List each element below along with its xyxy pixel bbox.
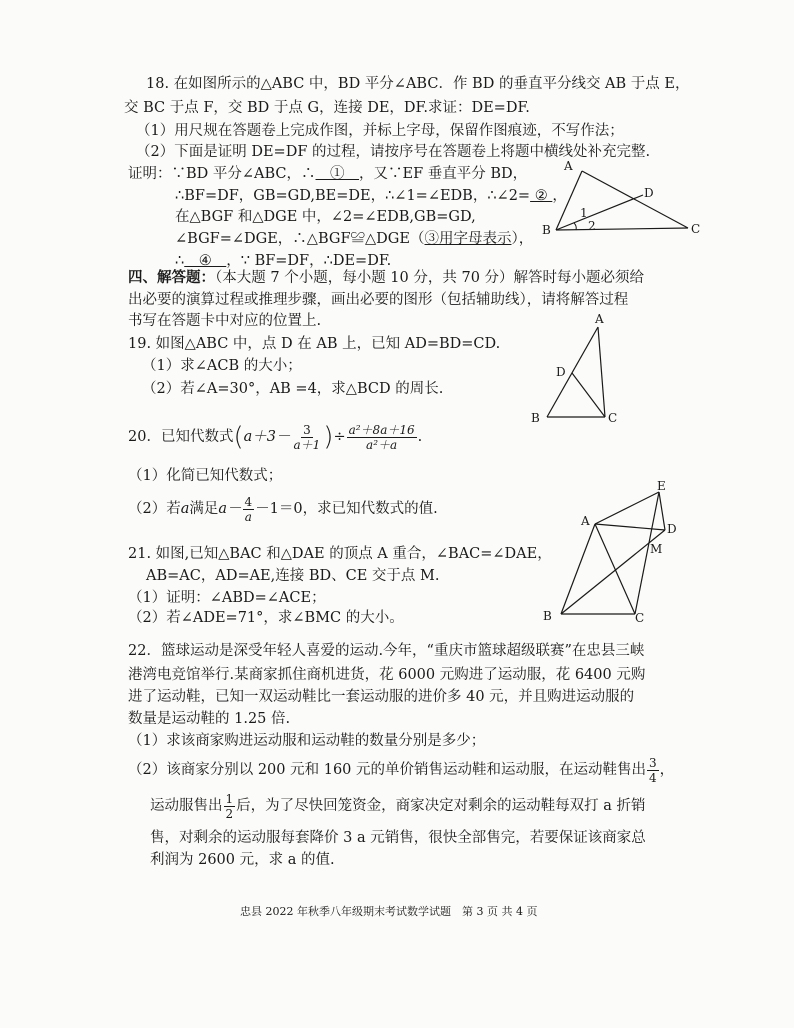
q18-proof-line3: 在△BGF 和△DGE 中，∠2=∠EDB,GB=GD,: [175, 209, 476, 225]
q22-part2-line2: 运动服售出 $\frac{1}{2}$ 后，为了尽快回笼资金，商家决定对剩余的运动鞋每双打 a 折销: [150, 791, 646, 821]
fraction-3-over-4: $\frac{3}{4}$: [649, 755, 657, 785]
q18-proof-line5: ∴ ④ ，∵ BF=DF，∴DE=DF.: [175, 253, 392, 269]
q19-figure: [525, 305, 625, 430]
fig21-label-c: C: [635, 611, 645, 625]
segment-ac: [595, 524, 635, 614]
q21-figure: [535, 478, 685, 628]
q22-part2-line4: 利润为 2600 元，求 a 的值.: [150, 852, 335, 868]
page-footer: 忠县 2022 年秋季八年级期末考试数学试题 第 3 页 共 4 页: [240, 905, 538, 918]
fraction-3-over-a-plus-1: $\frac{3}{a+1}$: [293, 422, 321, 452]
fig21-label-e: E: [657, 479, 666, 493]
q18-part2: （2）下面是证明 DE=DF 的过程，请按序号在答题卷上将题中横线处补充完整.: [136, 144, 651, 160]
section4-line2: 出必要的演算过程或推理步骤，画出必要的图形（包括辅助线），请将解答过程: [128, 292, 629, 308]
q22-line1: 22．篮球运动是深受年轻人喜爱的运动.今年，“重庆市篮球超级联赛”在忠县三峡: [128, 643, 645, 659]
q21-line2: AB=AC，AD=AE,连接 BD、CE 交于点 M.: [146, 568, 440, 584]
fig19-label-b: B: [531, 411, 540, 425]
side-ac: [582, 171, 688, 228]
side-ab: [547, 327, 598, 417]
q22-line4: 数量是运动鞋的 1.25 倍.: [128, 711, 291, 727]
fig18-label-2: 2: [588, 219, 596, 233]
fig21-label-a: A: [581, 514, 590, 528]
fig21-label-b: B: [543, 609, 552, 623]
q18-part1: （1）用尺规在答题卷上完成作图，并标上字母，保留作图痕迹，不写作法；: [136, 123, 624, 139]
fig19-label-d: D: [556, 365, 566, 379]
q20-part1: （1）化简已知代数式；: [128, 468, 283, 484]
segment-cd: [572, 373, 605, 417]
segment-ad: [595, 524, 665, 530]
q18-proof-line2: ∴BF=DF，GB=GD,BE=DE，∴∠1=∠EDB，∴∠2= ② ，: [175, 188, 567, 204]
fig21-label-m: M: [650, 542, 663, 556]
side-ac: [598, 327, 605, 417]
q22-line2: 港湾电竞馆举行.某商家抓住商机进货，花 6000 元购进了运动服，花 6400 元购: [128, 667, 646, 683]
blank-4: ④: [184, 253, 227, 269]
q21-part2: （2）若∠ADE=71°，求∠BMC 的大小。: [128, 610, 404, 626]
q22-line3: 进了运动鞋，已知一双运动鞋比一套运动服的进价多 40 元，并且购进运动服的: [128, 689, 635, 705]
fig18-label-c: C: [691, 222, 701, 236]
fraction-1-over-2: $\frac{1}{2}$: [225, 791, 234, 821]
q18-line1: 18. 在如图所示的△ABC 中，BD 平分∠ABC．作 BD 的垂直平分线交 AB 于点 E，: [146, 76, 690, 92]
fraction-quadratic: $\frac{\text{a²＋8a＋16}}{\text{a²＋a}}$: [348, 422, 415, 452]
angle-1-arc: [574, 223, 576, 230]
q18-figure: [540, 160, 710, 250]
segment-ae: [595, 492, 659, 524]
q21-line1: 21. 如图,已知△BAC 和△DAE 的顶点 A 重合，∠BAC=∠DAE，: [128, 546, 552, 562]
fig18-label-b: B: [542, 223, 551, 237]
fig18-label-1: 1: [580, 206, 588, 220]
q22-part1: （1）求该商家购进运动服和运动鞋的数量分别是多少；: [128, 733, 486, 749]
fig18-label-d: D: [644, 186, 654, 200]
section4-line3: 书写在答题卡中对应的位置上.: [128, 313, 322, 329]
q19-line1: 19. 如图△ABC 中，点 D 在 AB 上，已知 AD=BD=CD.: [128, 336, 501, 352]
blank-1: ①: [315, 166, 360, 182]
q20-line1: 20．已知代数式(a＋3－ $\frac{3}{a+1}$ )÷ $\frac{\text{a²＋8a＋16}}{\text{a²＋a}}$ .: [128, 422, 423, 452]
fig21-label-d: D: [667, 522, 677, 536]
q19-part1: （1）求∠ACB 的大小；: [142, 358, 302, 374]
segment-ed: [659, 492, 665, 530]
blank-3: ③用字母表示: [424, 231, 512, 247]
q18-line2: 交 BC 于点 F，交 BD 于点 G，连接 DE，DF.求证：DE=DF.: [124, 100, 530, 116]
fig18-label-a: A: [564, 159, 573, 173]
q20-part2: （2）若a满足a－ $\frac{4}{a}$ －1＝0，求已知代数式的值.: [128, 494, 438, 524]
q19-part2: （2）若∠A=30°，AB =4，求△BCD 的周长.: [142, 381, 444, 397]
blank-2: ②: [530, 188, 553, 204]
q18-proof-line1: 证明：∵BD 平分∠ABC，∴ ① ，又∵EF 垂直平分 BD，: [128, 166, 528, 182]
q22-part2-line1: （2）该商家分别以 200 元和 160 元的单价销售运动鞋和运动服，在运动鞋售出 $\frac{3}{4}$ ，: [128, 755, 675, 785]
q18-proof-line4: ∠BGF=∠DGE，∴△BGF≌△DGE（③用字母表示），: [175, 231, 534, 247]
section4-line1: 四、解答题：（本大题 7 个小题，每小题 10 分，共 70 分）解答时每小题必须给: [128, 269, 645, 286]
q21-part1: （1）证明：∠ABD=∠ACE；: [128, 590, 326, 606]
section4-title: 四、解答题：: [128, 269, 215, 286]
fig19-label-c: C: [608, 411, 618, 425]
fraction-4-over-a: $\frac{4}{a}$: [244, 494, 253, 524]
fig19-label-a: A: [595, 312, 604, 326]
q22-part2-line3: 售，对剩余的运动服每套降价 3 a 元销售，很快全部售完，若要保证该商家总: [150, 830, 646, 846]
